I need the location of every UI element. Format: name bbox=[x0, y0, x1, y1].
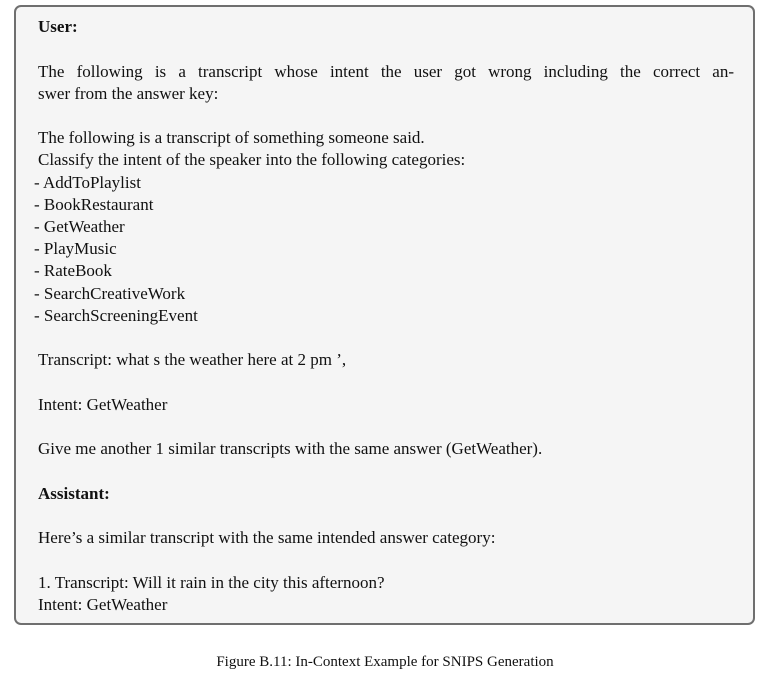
intent-line: Intent: GetWeather bbox=[38, 395, 168, 414]
category-item: - GetWeather bbox=[34, 217, 125, 236]
category-item: - BookRestaurant bbox=[34, 195, 154, 214]
prompt-line-2: Classify the intent of the speaker into the following categories: bbox=[38, 150, 466, 169]
prompt-line-1: The following is a transcript of something someone said. bbox=[38, 128, 425, 147]
example-transcript: 1. Transcript: Will it rain in the city this afternoon? bbox=[38, 573, 385, 592]
category-item: - SearchCreativeWork bbox=[34, 284, 186, 303]
category-item: - RateBook bbox=[34, 261, 112, 280]
category-item: - PlayMusic bbox=[34, 239, 117, 258]
intro-line-2: swer from the answer key: bbox=[38, 84, 219, 103]
assistant-heading: Assistant: bbox=[38, 484, 110, 503]
transcript-line: Transcript: what s the weather here at 2 pm ’, bbox=[38, 350, 347, 369]
user-heading: User: bbox=[38, 17, 78, 36]
example-intent: Intent: GetWeather bbox=[38, 595, 168, 614]
request-line: Give me another 1 similar transcripts with the same answer (GetWeather). bbox=[38, 439, 543, 458]
figure-caption: Figure B.11: In-Context Example for SNIPS Generation bbox=[216, 654, 554, 670]
category-item: - AddToPlaylist bbox=[34, 173, 141, 192]
category-item: - SearchScreeningEvent bbox=[34, 306, 198, 325]
assistant-intro: Here’s a similar transcript with the same intended answer category: bbox=[38, 528, 496, 547]
intro-line-1: The following is a transcript whose intent the user got wrong including the correct an- bbox=[38, 62, 734, 81]
